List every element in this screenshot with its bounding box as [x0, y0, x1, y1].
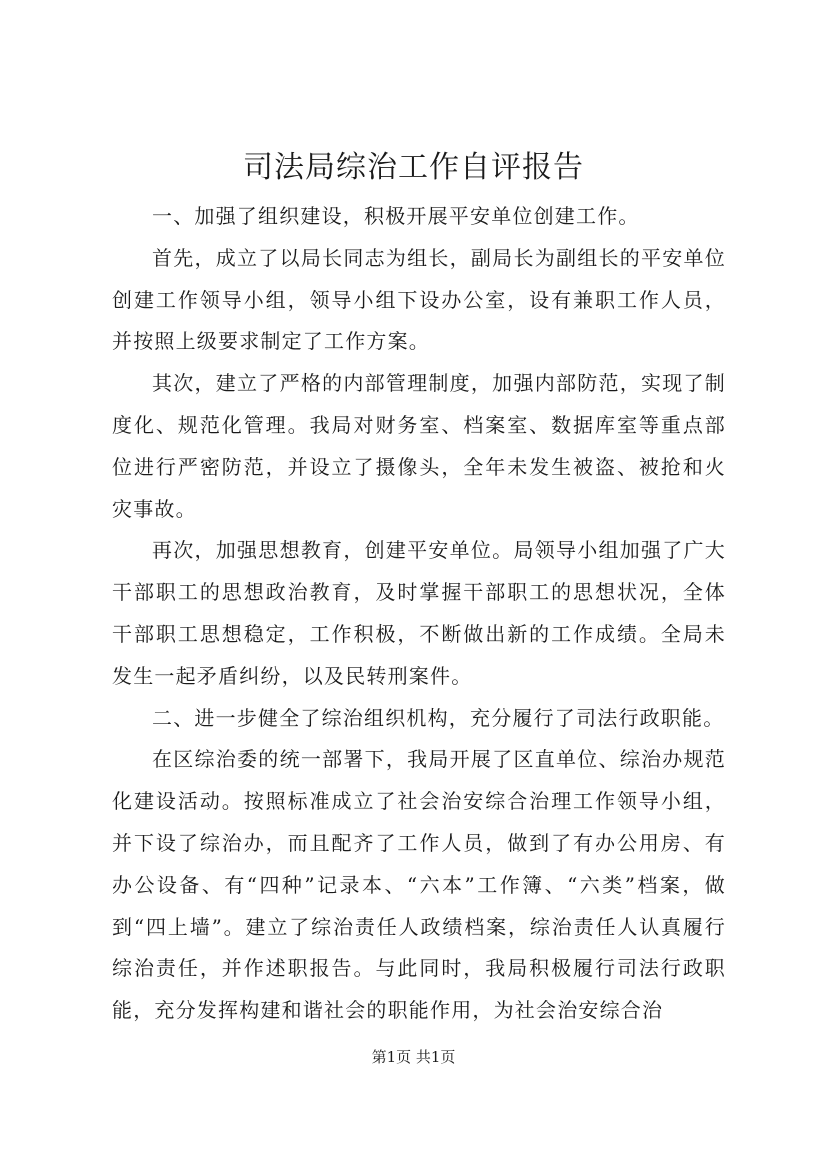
paragraph-first: 首先，成立了以局长同志为组长，副局长为副组长的平安单位创建工作领导小组，领导小组下设办公室，设有兼职工作人员，并按照上级要求制定了工作方案。 — [112, 245, 726, 354]
page-footer: 第1页 共1页 — [371, 1048, 456, 1066]
document-body — [112, 196, 726, 1032]
section-heading-2: 二、进一步健全了综治组织机构，充分履行了司法行政职能。 — [152, 705, 725, 730]
paragraph-third: 再次，加强思想教育，创建平安单位。局领导小组加强了广大干部职工的思想政治教育，及时掌握干部职工的思想状况，全体干部职工思想稳定，工作积极，不断做出新的工作成绩。全局未发生一起矛盾纠纷，以及民转刑案件。 — [112, 538, 726, 688]
paragraph-fourth: 在区综治委的统一部署下，我局开展了区直单位、综治办规范化建设活动。按照标准成立了社会治安综合治理工作领导小组，并下设了综治办，而且配齐了工作人员，做到了有办公用房、有办公设备、有“四种”记录本、“六本”工作簿、“六类”档案，做到“四上墙”。建立了综治责任人政绩档案，综治责任人认真履行综治责任，并作述职报告。与此同时，我局积极履行司法行政职能，充分发挥构建和谐社会的职能作用，为社会治安综合治 — [112, 747, 726, 1023]
document-title: 司法局综治工作自评报告 — [243, 150, 584, 185]
section-heading-1: 一、加强了组织建设，积极开展平安单位创建工作。 — [152, 204, 640, 228]
paragraph-second: 其次，建立了严格的内部管理制度，加强内部防范，实现了制度化、规范化管理。我局对财务室、档案室、数据库室等重点部位进行严密防范，并设立了摄像头，全年未发生被盗、被抢和火灾事故。 — [112, 371, 726, 521]
